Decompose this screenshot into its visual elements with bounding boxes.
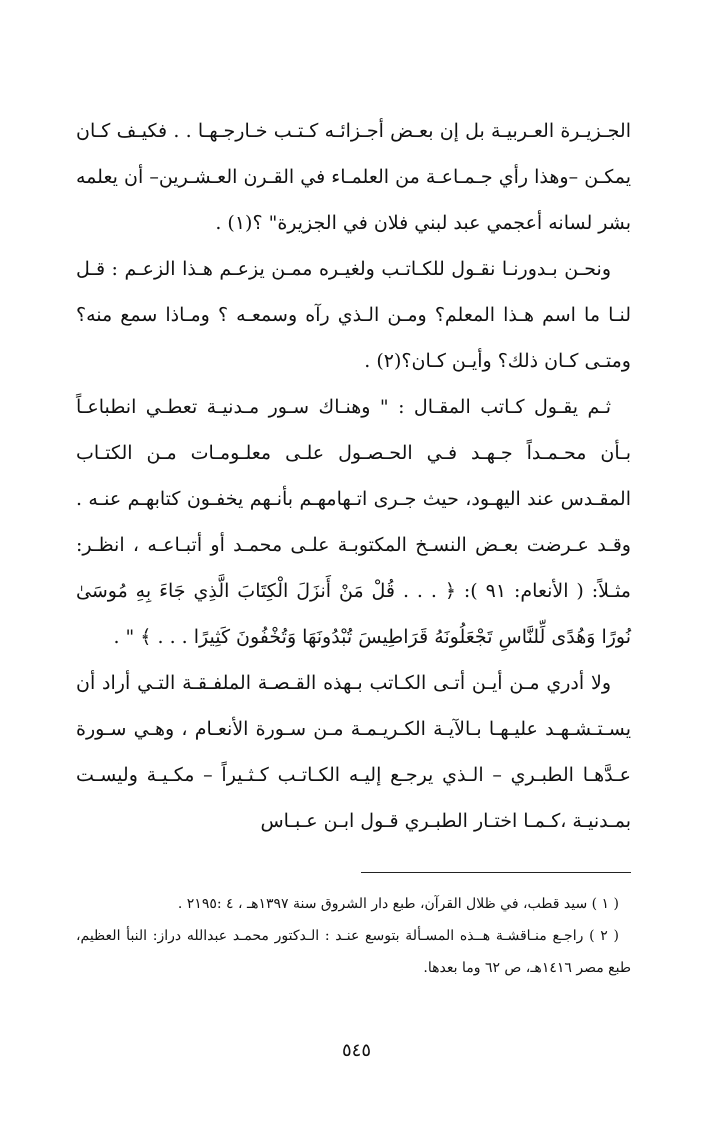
footnote-1: ( ١ ) سيد قطب، في ظلال القرآن، طبع دار الشروق سنة ١٣٩٧هـ ، ٤ :٢١٩٥ .	[177, 896, 619, 912]
page-number: ٥٤٥	[341, 1040, 371, 1061]
paragraph-1: الجـزيـرة العـربيـة بل إن بعـض أجـزائـه كـتـب خـارجـهـا . . فكيـف كـان يمكـن –وهذا رأي جـمـاعـة من العلمـاء في القـرن العـشـرين– أن يعلمه بشر لسانه أعجمي عبد لبني فلان في الجزيرة" ؟(١) .	[76, 120, 631, 234]
paragraph-4: ولا أدري مـن أيـن أتـى الكـاتب بـهذه القـصـة الملفـقـة التـي أراد أن يسـتـشـهـد عليـهـا بـالآيـة الكـريـمـة مـن سـورة الأنعـام ، وهـي سـورة عـدَّهـا الطبـري – الـذي يرجـع إليـه الكـاتـب كـثـيراً – مكـيـة وليسـت بمـدنيـة ،كـمـا اختـار الطبـري قـول ابـن عـبـاس	[76, 672, 631, 832]
footnote-2: ( ٢ ) راجـع منـاقشـة هــذه المسـألة بتوسع عنـد : الـدكتور محمـد عبدالله دراز: النبأ العظيم، طبع مصر ١٤١٦هـ، ص ٦٢ وما بعدها.	[76, 928, 631, 976]
footnote-separator	[361, 872, 631, 873]
paragraph-2: ونحـن بـدورنـا نقـول للكـاتـب ولغيـره ممـن يزعـم هـذا الزعـم : قـل لنـا ما اسم هـذا المعلم؟ ومـن الـذي رآه وسمعـه ؟ ومـاذا سمع منه؟ ومتـى كـان ذلك؟ وأيـن كـان؟(٢) .	[76, 258, 631, 372]
paragraph-3: ثـم يقـول كـاتب المقـال : " وهنـاك سـور مـدنيـة تعطـي انطباعـاً بـأن محـمـداً جـهـد فـي الحـصـول علـى معلـومـات مـن الكتـاب المقـدس عند اليهـود، حيث جـرى اتـهامهـم بأنـهم يخفـون كتابهـم عنـه . وقـد عـرضت بعـض النسـخ المكتوبـة علـى محمـد أو أتبـاعـه ، انظـر: مثـلاً: ( الأنعام: ٩١ ): ﴿ . . . قُلْ مَنْ أَنزَلَ الْكِتَابَ الَّذِي جَاءَ بِهِ مُوسَىٰ نُورًا وَهُدًى لِّلنَّاسِ تَجْعَلُونَهُ قَرَاطِيسَ تُبْدُونَهَا وَتُخْفُونَ كَثِيرًا . . . ﴾ " .	[76, 396, 631, 648]
main-text	[76, 108, 631, 844]
footnotes	[76, 888, 631, 984]
